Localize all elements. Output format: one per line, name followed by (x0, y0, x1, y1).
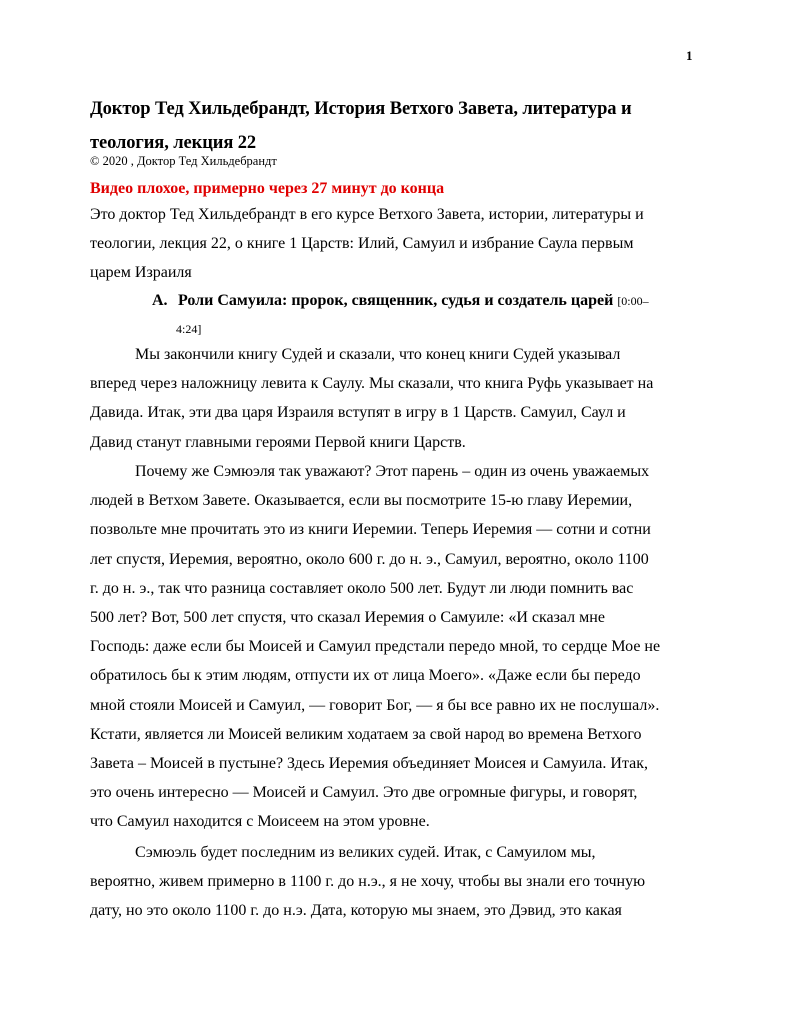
text-line: царем Израиля (90, 264, 192, 282)
text-line: Это доктор Тед Хильдебрандт в его курсе Ветхого Завета, истории, литературы и (90, 206, 644, 223)
text-line: вперед через наложницу левита к Саулу. Мы сказали, что книга Руфь указывает на (90, 375, 654, 393)
text-line: 500 лет? Вот, 500 лет спустя, что сказал Иеремия о Самуиле: «И сказал мне (90, 608, 605, 626)
section-timestamp-start: [0:00– (617, 294, 649, 308)
text-line: Почему же Сэмюэля так уважают? Этот парень – один из очень уважаемых (135, 463, 650, 480)
text-line: теологии, лекция 22, о книге 1 Царств: Илий, Самуил и избрание Саула первым (90, 235, 634, 253)
title-line-1: Доктор Тед Хильдебрандт, История Ветхого Завета, литература и (90, 99, 632, 119)
page-number: 1 (686, 48, 693, 63)
body-paragraph-1 (90, 340, 730, 457)
text-line: мной стояли Моисей и Самуил, — говорит Бог, — я бы все равно их не послушал». (90, 696, 660, 714)
text-line: позвольте мне прочитать это из книги Иеремии. Теперь Иеремия — сотни и сотни (90, 521, 651, 539)
copyright-notice: © 2020 , Доктор Тед Хильдебрандт (90, 154, 277, 168)
section-title: Роли Самуила: пророк, священник, судья и создатель царей (178, 292, 614, 309)
text-line: вероятно, живем примерно в 1100 г. до н.э., я не хочу, чтобы вы знали его точную (90, 873, 646, 891)
section-label: A. (152, 292, 168, 309)
section-heading (152, 292, 712, 310)
text-line: Завета – Моисей в пустыне? Здесь Иеремия объединяет Моисея и Самуила. Итак, (90, 754, 649, 772)
text-line: что Самуил находится с Моисеем на этом уровне. (90, 813, 430, 831)
video-warning: Видео плохое, примерно через 27 минут до конца (90, 180, 445, 197)
document-title (90, 92, 710, 160)
body-paragraph-3 (90, 838, 730, 926)
text-line: это очень интересно — Моисей и Самуил. Это две огромные фигуры, и говорят, (90, 784, 638, 802)
text-line: Давида. Итак, эти два царя Израиля вступят в игру в 1 Царств. Самуил, Саул и (90, 404, 626, 422)
title-line-2: теология, лекция 22 (90, 133, 257, 153)
text-line: лет спустя, Иеремия, вероятно, около 600 г. до н. э., Самуил, вероятно, около 1100 (90, 550, 649, 568)
text-line: г. до н. э., так что разница составляет около 500 лет. Будут ли люди помнить вас (90, 579, 634, 597)
text-line: дату, но это около 1100 г. до н.э. Дата, которую мы знаем, это Дэвид, это какая (90, 902, 622, 920)
body-paragraph-2 (90, 457, 730, 836)
text-line: Давид станут главными героями Первой книги Царств. (90, 433, 466, 451)
section-timestamp-end: 4:24] (176, 322, 202, 336)
text-line: обратилось бы к этим людям, отпусти их от лица Моего». «Даже если бы передо (90, 667, 641, 685)
text-line: Кстати, является ли Моисей великим ходатаем за свой народ во времена Ветхого (90, 725, 642, 743)
text-line: Господь: даже если бы Моисей и Самуил предстали передо мной, то сердце Мое не (90, 638, 661, 656)
text-line: Мы закончили книгу Судей и сказали, что конец книги Судей указывал (135, 346, 621, 363)
intro-paragraph (90, 200, 730, 288)
text-line: Сэмюэль будет последним из великих судей. Итак, с Самуилом мы, (135, 844, 596, 861)
text-line: людей в Ветхом Завете. Оказывается, если вы посмотрите 15-ю главу Иеремии, (90, 492, 633, 510)
